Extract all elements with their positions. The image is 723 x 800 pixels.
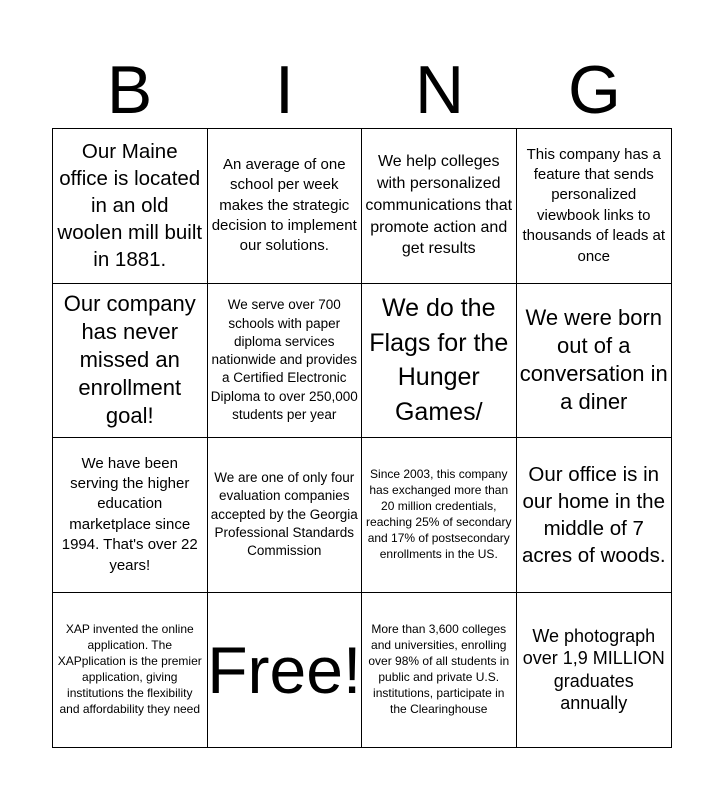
bingo-cell-r1c4[interactable]: This company has a feature that sends personalized viewbook links to thousands of leads at once bbox=[517, 129, 672, 284]
bingo-cell-r2c2[interactable]: We serve over 700 schools with paper diploma services nationwide and provides a Certified Electronic Diploma to over 250,000 students per year bbox=[208, 284, 363, 439]
bingo-cell-free[interactable]: Free! bbox=[208, 593, 363, 748]
bingo-cell-r3c3[interactable]: Since 2003, this company has exchanged more than 20 million credentials, reaching 25% of secondary and 17% of postsecondary enrollments in the US. bbox=[362, 438, 517, 593]
bingo-cell-r3c2[interactable]: We are one of only four evaluation companies accepted by the Georgia Professional Standards Commission bbox=[208, 438, 363, 593]
bingo-cell-r4c1[interactable]: XAP invented the online application. The XAPplication is the premier application, giving institutions the flexibility and affordability they need bbox=[53, 593, 208, 748]
bingo-cell-r2c3[interactable]: We do the Flags for the Hunger Games/ bbox=[362, 284, 517, 439]
header-letter-i: I bbox=[275, 52, 294, 128]
bingo-cell-r1c3[interactable]: We help colleges with personalized communications that promote action and get results bbox=[362, 129, 517, 284]
bingo-cell-r3c1[interactable]: We have been serving the higher education marketplace since 1994. That's over 22 years! bbox=[53, 438, 208, 593]
header-letter-g: G bbox=[568, 52, 621, 128]
bingo-header bbox=[52, 48, 672, 128]
bingo-cell-r2c4[interactable]: We were born out of a conversation in a diner bbox=[517, 284, 672, 439]
header-letter-n: N bbox=[414, 52, 465, 128]
bingo-board bbox=[52, 128, 672, 748]
header-letter-b: B bbox=[106, 52, 153, 128]
bingo-cell-r4c4[interactable]: We photograph over 1,9 MILLION graduates annually bbox=[522, 625, 665, 714]
bingo-cell-r4c3[interactable]: More than 3,600 colleges and universities, enrolling over 98% of all students in public and private U.S. institutions, participate in the Clearinghouse bbox=[362, 593, 517, 748]
bingo-cell-r2c1[interactable]: Our company has never missed an enrollment goal! bbox=[53, 284, 208, 439]
bingo-cell-r1c2[interactable]: An average of one school per week makes the strategic decision to implement our solutions. bbox=[208, 129, 363, 284]
bingo-cell-r3c4[interactable]: Our office is in our home in the middle of 7 acres of woods. bbox=[517, 438, 672, 593]
bingo-cell-r1c1[interactable]: Our Maine office is located in an old woolen mill built in 1881. bbox=[53, 129, 208, 284]
